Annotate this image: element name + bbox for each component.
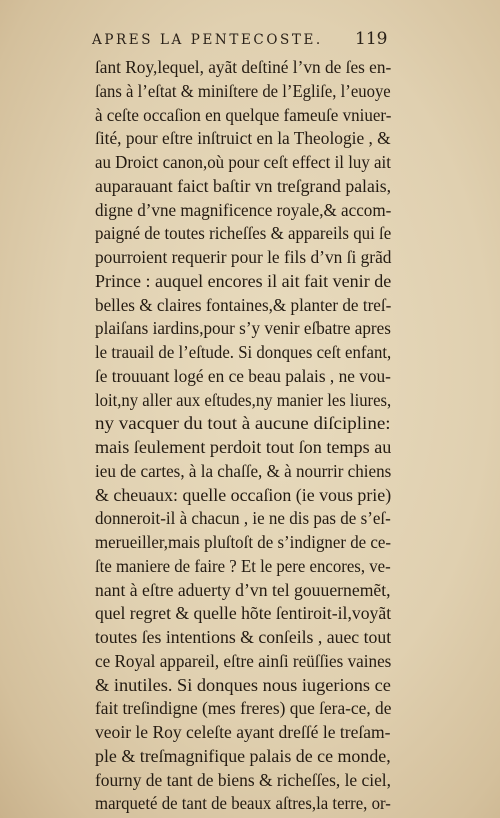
text-line: nant à eſtre aduerty d’vn tel gouuernemẽt, [95,579,391,600]
text-line: ny vacquer du tout à aucune diſcipline: [95,413,391,434]
text-line: auparauant faict baſtir vn treſgrand palais, [95,175,392,196]
text-line: pourroient requerir pour le fils d’vn ſi grãd [95,247,392,267]
text-line: ple & treſmagnifique palais de ce monde, [95,745,391,766]
text-line: donneroit-il à chacun , ie ne dis pas de s’eſ- [95,508,391,529]
text-line: belles & claires fontaines,& planter de treſ- [95,294,392,315]
text-line: fourny de tant de biens & richeſſes, le ciel, [95,769,392,790]
text-line: veoir le Roy celeſte ayant dreſſé le treſam- [95,722,391,742]
text-line: ce Royal appareil, eſtre ainſi reüſſies vaines [95,650,392,671]
text-line: ſans à l’eſtat & miniſtere de l’Egliſe, l’euoye [95,80,391,101]
text-line: au Droict canon,où pour ceſt effect il luy ait [95,152,391,172]
text-line: digne d’vne magnificence royale,& accom- [95,199,392,220]
text-line: ieu de cartes, à la chaſſe, & à nourrir chiens [95,460,392,481]
text-line: ſité, pour eſtre inſtruict en la Theologie , & [95,128,391,149]
text-line: paigné de toutes richeſſes & appareils qui ſe [95,223,392,244]
text-line: le trauail de l’eſtude. Si donques ceſt enfant, [95,342,392,362]
text-line: toutes ſes intentions & conſeils , auec tout [95,627,392,647]
text-line: plaiſans iardins,pour s’y venir eſbatre apres [95,318,391,339]
text-line: à ceſte occaſion en quelque fameuſe vniuer- [95,104,392,125]
text-line: ſant Roy,lequel, ayãt deſtiné l’vn de ſes en- [95,57,392,77]
text-line: quel regret & quelle hõte ſentiroit-il,voyãt [95,603,392,624]
text-line: mais ſeulement perdoit tout ſon temps au [95,437,392,457]
text-line: ſte maniere de faire ? Et le pere encores, ve- [95,555,391,576]
text-line: ſe trouuant logé en ce beau palais , ne vou- [95,365,391,386]
running-head: APRES LA PENTECOSTE. [92,32,323,48]
text-line: marqueté de tant de beaux aſtres,la terre, or- [95,793,391,814]
text-line: loit,ny aller aux eſtudes,ny manier les liures, [95,389,392,410]
page-number: 119 [355,29,388,49]
text-line: & inutiles. Si donques nous iugerions ce [95,674,391,695]
text-line: & cheuaux: quelle occaſion (ie vous prie) [95,484,392,505]
text-line: Prince : auquel encores il ait fait venir de [95,270,392,291]
text-line: merueiller,mais pluſtoſt de s’indigner de ce- [95,532,392,552]
text-line: fait treſindigne (mes freres) que ſera-ce, de [95,698,392,719]
page-header [92,29,392,52]
